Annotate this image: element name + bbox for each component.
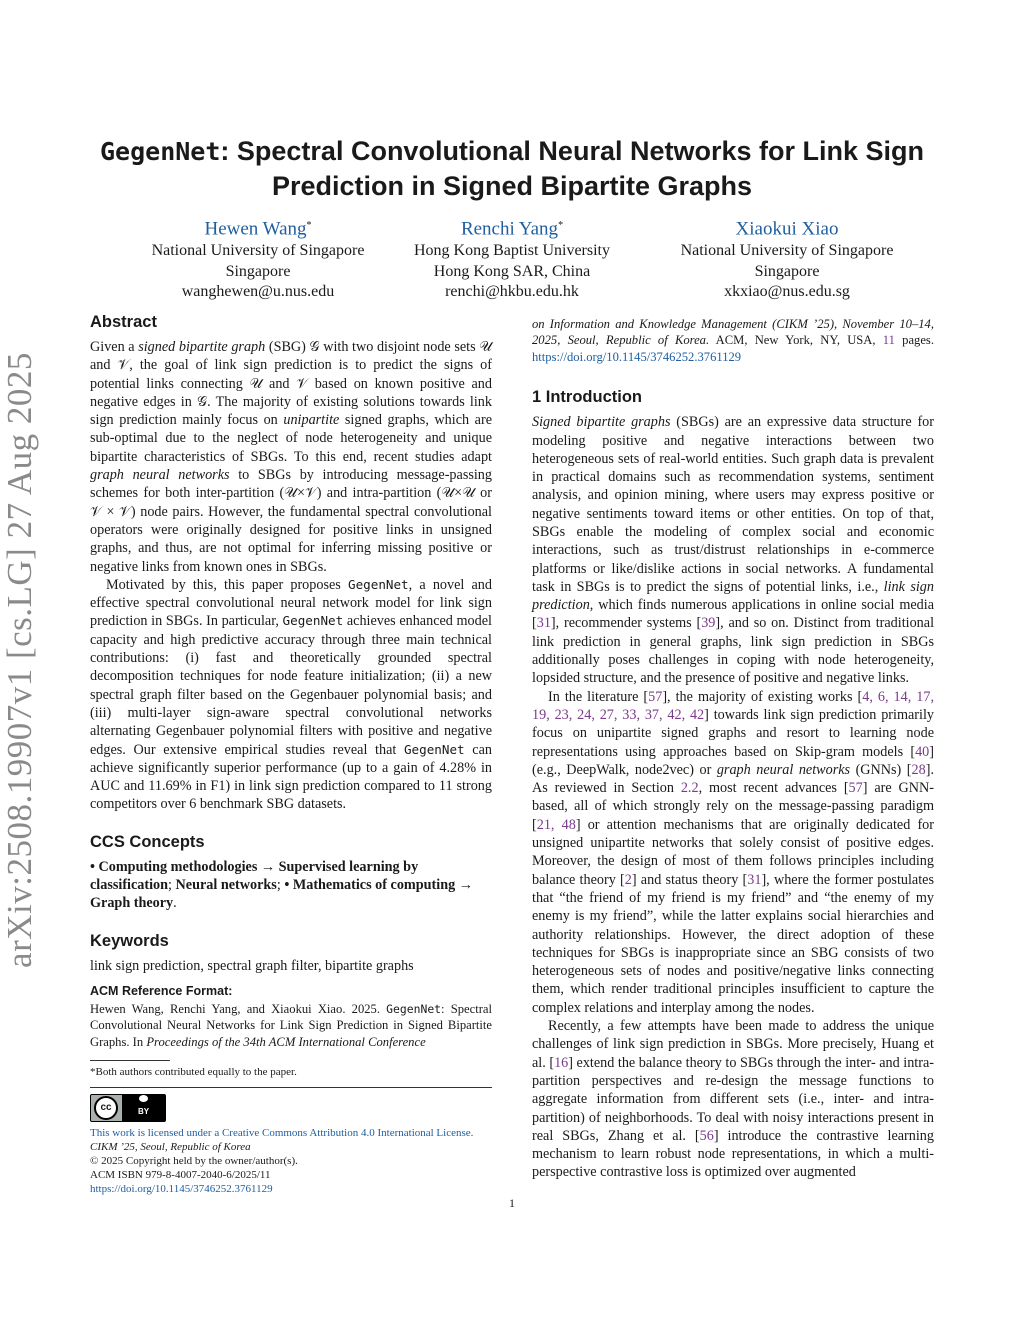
intro-paragraph: Recently, a few attempts have been made to address the unique challenges of link sign prediction in SBGs. More precisely, Huang et al. [16] extend the balance theory to SBGs through the inter- and intra-partition perspectives and re-design the message functions to aggregate information from different sets (i.e., inter- and intra-partition) of neighborhoods. To deal with noisy interactions present in real SBGs, Zhang et al. [56] introduce the contrastive learning mechanism to learn robust node representations, in which a multi-perspective contrastive loss is optimized over augmented [532, 1018, 934, 1181]
citation-link[interactable]: 31 [536, 615, 551, 632]
abstract-paragraph: Given a signed bipartite graph (SBG) 𝒢 with two disjoint node sets 𝒰 and 𝒱, the goal of link sign prediction is to predict the signs of potential links connecting 𝒰 and 𝒱 based on known positive and negative edges in 𝒢. The majority of existing solutions towards link sign prediction mainly focus on unipartite signed graphs, which are sub-optimal due to the neglect of node heterogeneity and unique bipartite characteristics of SBGs. To this end, recent studies adapt graph neural networks to SBGs by introducing message-passing schemes for both inter-partition (𝒰×𝒱) and intra-partition (𝒰×𝒰 or 𝒱 × 𝒱) node pairs. However, the fundamental spectral convolutional operators were originally designed for positive links in unsigned graphs, and thus, are not optimal for inferring missing positive or negative links from known ones in SBGs. [90, 339, 492, 575]
citation-link[interactable]: 40 [915, 743, 930, 760]
author-location: Singapore [754, 262, 820, 280]
author-block [637, 216, 937, 303]
venue: CIKM ’25, Seoul, Republic of Korea [90, 1141, 251, 1154]
doi-link[interactable]: https://doi.org/10.1145/3746252.3761129 [90, 1183, 273, 1196]
right-column [532, 316, 934, 1182]
keywords-text: link sign prediction, spectral graph filter, bipartite graphs [90, 957, 414, 974]
citation-link[interactable]: 28 [911, 761, 926, 778]
system-name: GegenNet [99, 137, 221, 166]
citation-link[interactable]: 57 [848, 780, 863, 797]
left-column [90, 312, 492, 1196]
citation-link[interactable]: 2 [624, 871, 632, 888]
isbn: ACM ISBN 979-8-4007-2040-6/2025/11 [90, 1169, 271, 1182]
author-block: Hewen Wang* National University of Singapore Singapore wanghewen@u.nus.edu [108, 216, 408, 303]
footnote: *Both authors contributed equally to the paper. [90, 1066, 297, 1079]
author-name-link[interactable]: Renchi Yang [460, 218, 559, 240]
author-name-link[interactable]: Hewen Wang [204, 218, 307, 240]
copyright: © 2025 Copyright held by the owner/author(s). [90, 1155, 298, 1168]
acm-reference-text: Hewen Wang, Renchi Yang, and Xiaokui Xiao. 2025. GegenNet: Spectral Convolutional Neural Networks for Link Sign Prediction in Signed Bipartite Graphs. In Proceedings of the 34th ACM International Conference [90, 1001, 492, 1049]
intro-paragraph: In the literature [57], the majority of existing works [4, 6, 14, 17, 19, 23, 24, 27, 33, 37, 42, 42] towards link sign prediction primarily focus on unipartite signed graphs and resort to learning node representations using approaches based on Skip-gram models [40] (e.g., DeepWalk, node2vec) or graph neural networks (GNNs) [28]. As reviewed in Section 2.2, most recent advances [57] are GNN-based, all of which strongly rely on the message-passing paradigm [21, 48] or attention mechanisms that are originally dedicated for unsigned unipartite networks that solely consist of positive edges. Moreover, the design of most of them follows principles including balance theory [2] and status theory [31], where the former postulates that “the friend of my friend is my friend” and “the enemy of my enemy is my friend”, while the latter explains social hierarchies and authority relationships. However, the direct adoption of these techniques for SBGs is inappropriate since an SBG consists of two heterogeneous sets of nodes and positive/negative links connecting them, which render traditional principles insufficient to capture the complex relations and interplay among the nodes. [532, 688, 935, 1016]
abstract-paragraph: Motivated by this, this paper proposes GegenNet, a novel and effective spectral convolutional neural network model for link sign prediction in SBGs. In particular, GegenNet achieves enhanced model capacity and high predictive accuracy through three main technical contributions: (i) fast and theoretically grounded spectral decomposition techniques for node feature initialization; (ii) a new spectral graph filter based on the Gegenbauer polynomial basis; and (iii) multi-layer sign-aware spectral convolutional networks alternating Gegenbauer polynomial filters with positive and negative edges. Our extensive empirical studies reveal that GegenNet can achieve significantly superior performance (up to a gain of 4.28% in AUC and 11.69% in F1) in link sign prediction compared to 11 strong competitors over 6 benchmark SBG datasets. [90, 576, 492, 813]
cc-by-license-badge[interactable] [90, 1094, 166, 1122]
license-link[interactable]: This work is licensed under a Creative Commons Attribution 4.0 International License. [90, 1127, 474, 1140]
author-email: wanghewen@u.nus.edu [181, 283, 335, 301]
page-number: 1 [509, 1196, 515, 1210]
citation-link[interactable]: 16 [554, 1054, 569, 1071]
citation-link[interactable]: 21, 48 [536, 816, 576, 833]
author-name-link[interactable]: Xiaokui Xiao [735, 218, 839, 240]
citation-link[interactable]: 57 [648, 688, 663, 705]
citation-link[interactable]: 4, 6, 14, 17, 19, 23, 24, 27, 33, 37, 42, 42 [532, 688, 935, 723]
section-heading-introduction: 1 Introduction [532, 388, 642, 407]
page-count: 11 [882, 333, 895, 348]
by-icon: BY [122, 1095, 165, 1121]
doi-link[interactable]: https://doi.org/10.1145/3746252.3761129 [532, 349, 742, 364]
citation-link[interactable]: 31 [747, 871, 762, 888]
author-location: Hong Kong SAR, China [433, 262, 591, 280]
author-affiliation: Hong Kong Baptist University [414, 242, 610, 260]
footnote-rule [90, 1060, 170, 1061]
paper-title: GegenNet: Spectral Convolutional Neural Networks for Link Sign Prediction in Signed Bipartite Graphs [99, 136, 925, 201]
license-rule [90, 1087, 492, 1088]
author-affiliation: National University of Singapore [680, 242, 894, 260]
author-affiliation: National University of Singapore [151, 242, 365, 260]
author-location: Singapore [225, 262, 291, 280]
citation-link[interactable]: 39 [701, 615, 716, 632]
author-email: xkxiao@nus.edu.sg [724, 283, 850, 301]
intro-paragraph: Signed bipartite graphs (SBGs) are an expressive data structure for modeling positive and negative interactions between two heterogeneous sets of real-world entities. Such graph data is prevalent in practical domains such as recommendation systems, sentiment analysis, and opinion mining, where users may express positive or negative sentiments toward items or other entities. On top of that, SBGs enable the modeling of complex social and economic interactions, such as trust/distrust relationships in e-commerce platforms or like/dislike actions in social networks. A fundamental task in SBGs is to predict the signs of potential links, i.e., link sign prediction, which finds numerous applications in online social media [31], recommender systems [39], and so on. Distinct from traditional link prediction in general graphs, link sign prediction in SBGs additionally poses challenges in coping with node heterogeneity, lopsided structure, and the presence of positive and negative links. [532, 414, 935, 687]
keywords-heading: Keywords [90, 931, 169, 950]
acm-reference-heading: ACM Reference Format: [90, 983, 233, 998]
cc-icon: cc [94, 1096, 118, 1120]
abstract-heading: Abstract [90, 313, 157, 331]
ccs-concepts-heading: CCS Concepts [90, 832, 205, 851]
author-email: renchi@hkbu.edu.hk [445, 283, 579, 301]
ccs-concepts-list: • Computing methodologies → Supervised learning by classification; Neural networks; • Mathematics of computing → Graph theory. [90, 858, 473, 912]
author-block: Renchi Yang* Hong Kong Baptist University Hong Kong SAR, China renchi@hkbu.edu.hk [362, 216, 662, 303]
acm-reference-continued: on Information and Knowledge Management (CIKM ’25), November 10–14, 2025, Seoul, Republic of Korea. ACM, New York, NY, USA, 11 pages. https://doi.org/10.1145/3746252.3761129 [532, 317, 934, 364]
citation-link[interactable]: 56 [699, 1127, 714, 1144]
section-link[interactable]: 2.2 [680, 780, 699, 797]
